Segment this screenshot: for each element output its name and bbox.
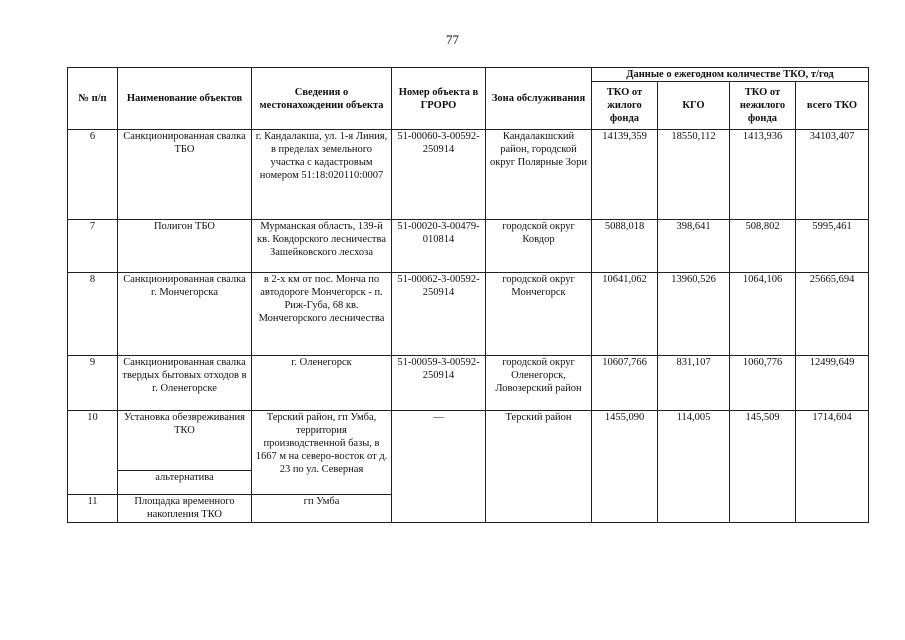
row-location: г. Оленегорск: [252, 356, 392, 411]
row-location: г. Кандалакша, ул. 1-я Линия, в пределах земельного участка с кадастровым номером 51:18:020110:0007: [252, 130, 392, 220]
tko-group-header: Данные о ежегодном количестве ТКО, т/год: [592, 68, 869, 82]
table-row: [68, 220, 869, 273]
table-row: [68, 411, 869, 471]
row-groro: 51-00060-3-00592-250914: [392, 130, 486, 220]
col-num-header: № п/п: [68, 68, 118, 130]
row-tko-nonres: 1060,776: [730, 356, 796, 411]
row-groro: 51-00062-3-00592-250914: [392, 273, 486, 356]
row-tko-res: 5088,018: [592, 220, 658, 273]
row-name: Санкционированная свалка твердых бытовых отходов в г. Оленегорске: [118, 356, 252, 411]
col-total-header: всего ТКО: [796, 82, 869, 130]
row-kgo: 114,005: [658, 411, 730, 523]
row-tko-res: 14139,359: [592, 130, 658, 220]
row-num: 9: [68, 356, 118, 411]
row-kgo: 398,641: [658, 220, 730, 273]
row-total: 12499,649: [796, 356, 869, 411]
row-groro: 51-00059-3-00592-250914: [392, 356, 486, 411]
col-tko-res-header: ТКО от жилого фонда: [592, 82, 658, 130]
row-num: 6: [68, 130, 118, 220]
row-groro: —: [392, 411, 486, 523]
table-row: [68, 273, 869, 356]
row-location: Терский район, гп Умба, территория производственной базы, в 1667 м на северо-восток от д. 23 по ул. Северная: [252, 411, 392, 495]
row-zone: городской округ Мончегорск: [486, 273, 592, 356]
row-alt-label: альтернатива: [118, 471, 252, 495]
row-num: 11: [68, 495, 118, 523]
row-total: 25665,694: [796, 273, 869, 356]
col-kgo-header: КГО: [658, 82, 730, 130]
row-tko-res: 10641,062: [592, 273, 658, 356]
row-name: Площадка временного накопления ТКО: [118, 495, 252, 523]
row-name: Санкционированная свалка г. Мончегорска: [118, 273, 252, 356]
col-location-header: Сведения о местонахождении объекта: [252, 68, 392, 130]
col-zone-header: Зона обслуживания: [486, 68, 592, 130]
row-location: в 2-х км от пос. Монча по автодороге Мончегорск - п. Риж-Губа, 68 кв. Мончегорского лесничества: [252, 273, 392, 356]
row-kgo: 18550,112: [658, 130, 730, 220]
row-kgo: 13960,526: [658, 273, 730, 356]
row-groro: 51-00020-3-00479-010814: [392, 220, 486, 273]
row-num: 7: [68, 220, 118, 273]
row-zone: городской округ Оленегорск, Ловозерский район: [486, 356, 592, 411]
row-tko-nonres: 508,802: [730, 220, 796, 273]
row-name: Полигон ТБО: [118, 220, 252, 273]
row-name: Санкционированная свалка ТБО: [118, 130, 252, 220]
row-tko-nonres: 145,509: [730, 411, 796, 523]
row-name: Установка обезвреживания ТКО: [118, 411, 252, 471]
col-tko-nonres-header: ТКО от нежилого фонда: [730, 82, 796, 130]
row-total: 1714,604: [796, 411, 869, 523]
row-zone: Кандалакшский район, городской округ Полярные Зори: [486, 130, 592, 220]
row-total: 5995,461: [796, 220, 869, 273]
row-location: Мурманская область, 139-й кв. Ковдорского лесничества Зашейковского лесхоза: [252, 220, 392, 273]
row-location: гп Умба: [252, 495, 392, 523]
row-zone: городской округ Ковдор: [486, 220, 592, 273]
row-tko-nonres: 1064,106: [730, 273, 796, 356]
row-num: 10: [68, 411, 118, 495]
row-kgo: 831,107: [658, 356, 730, 411]
row-tko-res: 10607,766: [592, 356, 658, 411]
col-groro-header: Номер объекта в ГРОРО: [392, 68, 486, 130]
row-tko-nonres: 1413,936: [730, 130, 796, 220]
table-row: [68, 356, 869, 411]
row-tko-res: 1455,090: [592, 411, 658, 523]
table-row: [68, 130, 869, 220]
row-zone: Терский район: [486, 411, 592, 523]
waste-objects-table: [67, 67, 869, 523]
row-num: 8: [68, 273, 118, 356]
row-total: 34103,407: [796, 130, 869, 220]
page-number: 77: [446, 32, 459, 47]
col-name-header: Наименование объектов: [118, 68, 252, 130]
